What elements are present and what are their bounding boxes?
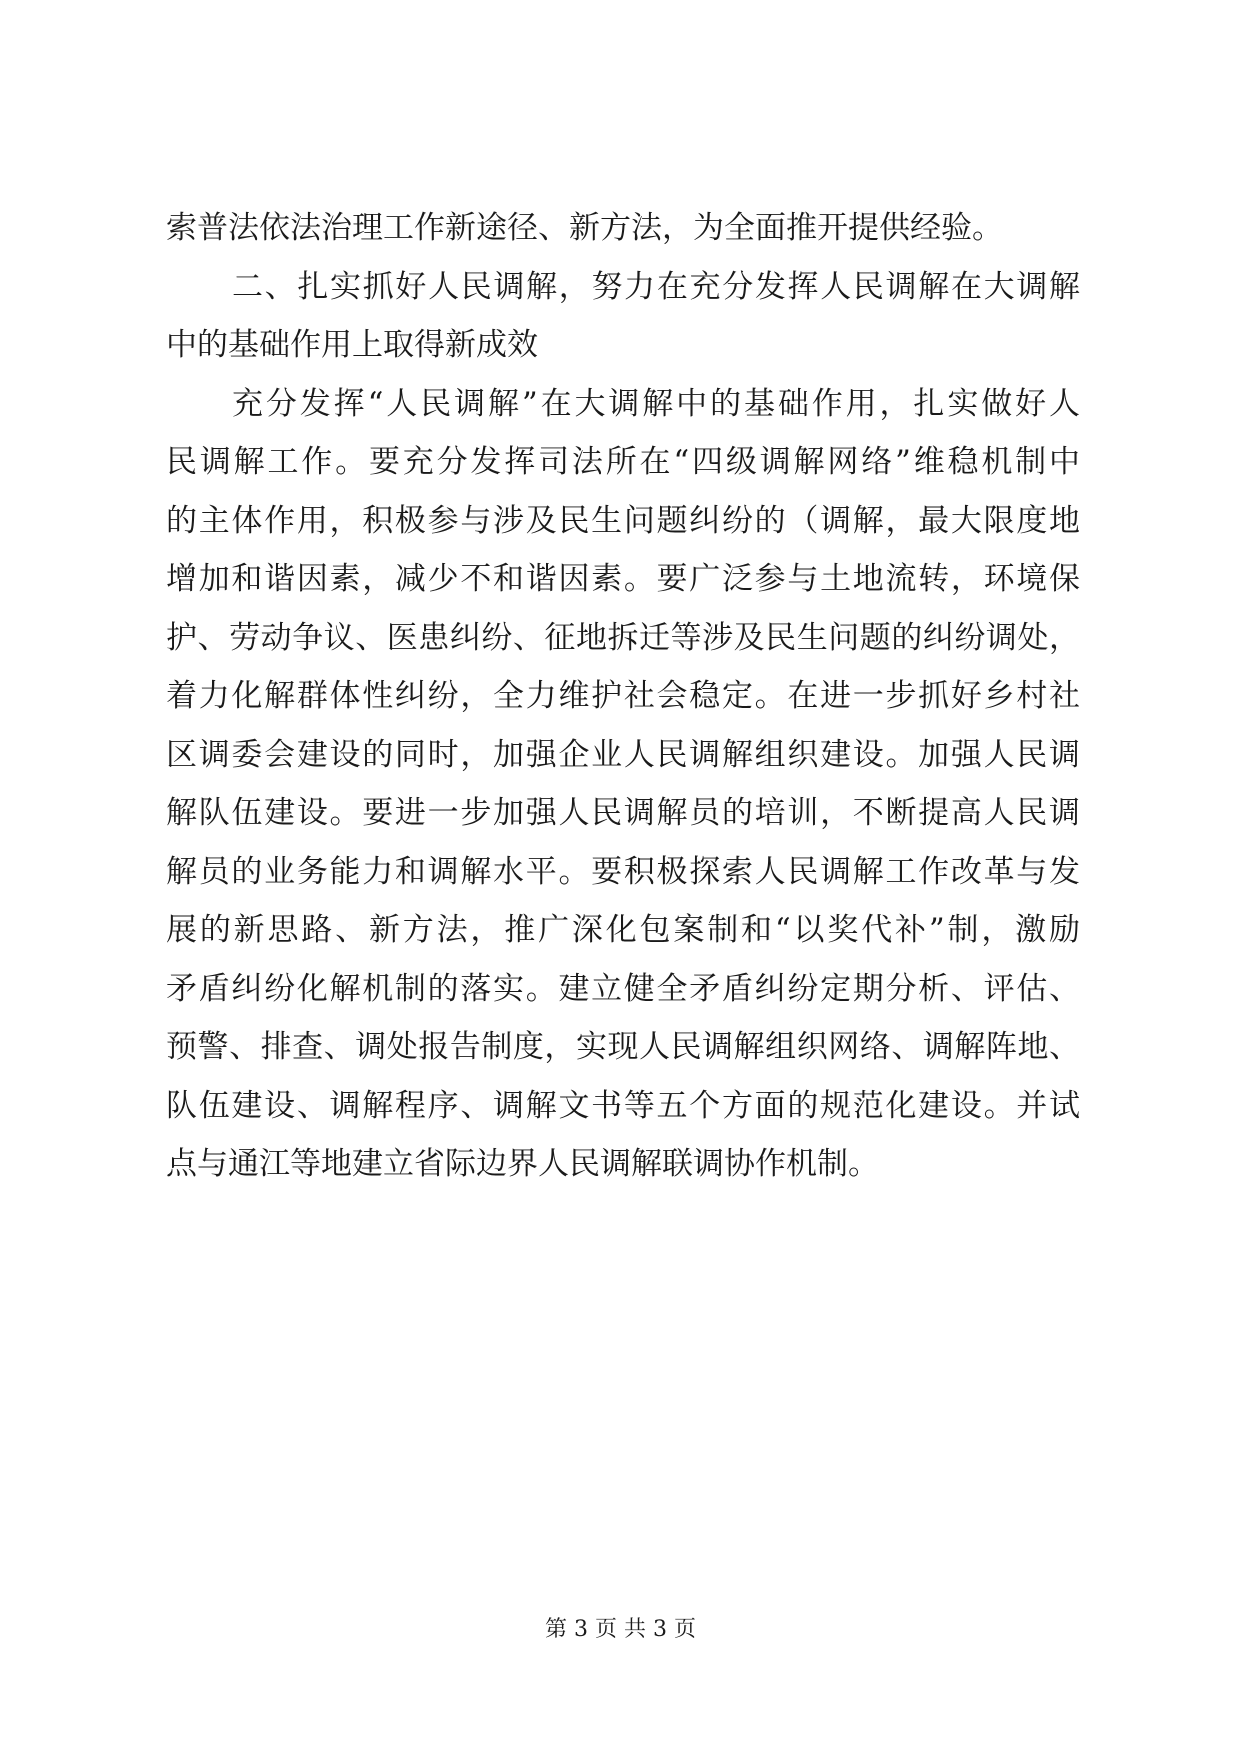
body-text <box>166 199 1080 1194</box>
paragraph <box>166 199 1080 258</box>
paragraph-line: 解队伍建设。要进一步加强人民调解员的培训，不断提高人民调 <box>166 795 1080 831</box>
paragraph-line: 矛盾纠纷化解机制的落实。建立健全矛盾纠纷定期分析、评估、 <box>166 970 1080 1007</box>
paragraph-line: 区调委会建设的同时，加强企业人民调解组织建设。加强人民调 <box>166 736 1080 773</box>
paragraph-line: 队伍建设、调解程序、调解文书等五个方面的规范化建设。并试 <box>166 1087 1080 1124</box>
paragraph-line: 解员的业务能力和调解水平。要积极探索人民调解工作改革与发 <box>166 853 1080 890</box>
paragraph-line: 充分发挥“人民调解”在大调解中的基础作用，扎实做好人 <box>232 385 1080 422</box>
page-footer: 第 3 页 共 3 页 <box>545 1617 696 1642</box>
paragraph <box>166 375 1080 1194</box>
paragraph-line: 中的基础作用上取得新成效 <box>166 327 538 363</box>
paragraph-line: 着力化解群体性纠纷，全力维护社会稳定。在进一步抓好乡村社 <box>166 678 1080 714</box>
paragraph-line: 预警、排查、调处报告制度，实现人民调解组织网络、调解阵地、 <box>166 1029 1080 1065</box>
paragraph-line: 展的新思路、新方法，推广深化包案制和“以奖代补”制，激励 <box>166 912 1080 948</box>
paragraph-line: 点与通江等地建立省际边界人民调解联调协作机制。 <box>166 1146 879 1182</box>
paragraph-line: 的主体作用，积极参与涉及民生问题纠纷的（调解，最大限度地 <box>166 502 1080 539</box>
paragraph <box>166 258 1080 375</box>
paragraph-line: 索普法依法治理工作新途径、新方法，为全面推开提供经验。 <box>166 210 1003 246</box>
paragraph-line: 护、劳动争议、医患纠纷、征地拆迁等涉及民生问题的纠纷调处， <box>166 619 1080 656</box>
paragraph-line: 二、扎实抓好人民调解，努力在充分发挥人民调解在大调解 <box>232 268 1080 305</box>
paragraph-line: 增加和谐因素，减少不和谐因素。要广泛参与土地流转，环境保 <box>166 561 1080 597</box>
paragraph-line: 民调解工作。要充分发挥司法所在“四级调解网络”维稳机制中 <box>166 444 1080 480</box>
